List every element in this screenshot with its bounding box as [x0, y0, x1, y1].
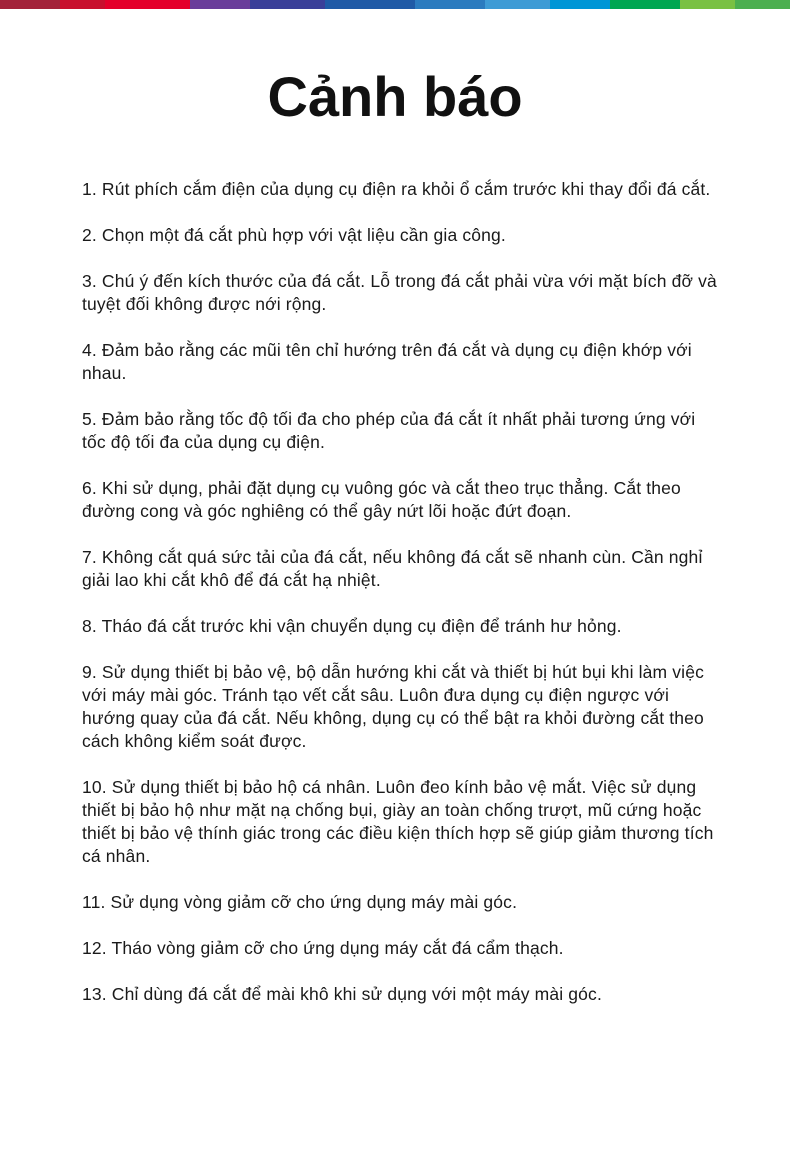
- warning-item: 3. Chú ý đến kích thước của đá cắt. Lỗ trong đá cắt phải vừa với mặt bích đỡ và tuyệt đối không được nới rộng.: [82, 271, 717, 314]
- color-bar-segment: [325, 0, 415, 9]
- warning-item: 10. Sử dụng thiết bị bảo hộ cá nhân. Luôn đeo kính bảo vệ mắt. Việc sử dụng thiết bị bảo hộ như mặt nạ chống bụi, giày an toàn chống trượt, mũ cứng hoặc thiết bị bảo vệ thính giác trong các điều kiện thích hợp sẽ giúp giảm thương tích cá nhân.: [82, 777, 714, 866]
- color-bar-segment: [60, 0, 105, 9]
- color-bar-segment: [550, 0, 610, 9]
- color-bar-segment: [415, 0, 485, 9]
- color-bar-segment: [485, 0, 550, 9]
- color-bar-segment: [0, 0, 60, 9]
- color-bar-segment: [105, 0, 190, 9]
- color-bar-segment: [735, 0, 790, 9]
- warning-item: 7. Không cắt quá sức tải của đá cắt, nếu không đá cắt sẽ nhanh cùn. Cần nghỉ giải lao khi cắt khô để đá cắt hạ nhiệt.: [82, 547, 703, 590]
- warning-list: [82, 178, 722, 1029]
- color-bar-segment: [610, 0, 680, 9]
- warning-item: 5. Đảm bảo rằng tốc độ tối đa cho phép của đá cắt ít nhất phải tương ứng với tốc độ tối đa của dụng cụ điện.: [82, 409, 696, 452]
- color-bar-segment: [680, 0, 735, 9]
- warning-item: 11. Sử dụng vòng giảm cỡ cho ứng dụng máy mài góc.: [82, 892, 518, 912]
- warning-item: 9. Sử dụng thiết bị bảo vệ, bộ dẫn hướng khi cắt và thiết bị hút bụi khi làm việc với máy mài góc. Tránh tạo vết cắt sâu. Luôn đưa dụng cụ điện ngược với hướng quay của đá cắt. Nếu không, dụng cụ có thể bật ra khỏi đường cắt theo cách không kiểm soát được.: [82, 662, 705, 751]
- warning-item: 8. Tháo đá cắt trước khi vận chuyển dụng cụ điện để tránh hư hỏng.: [82, 616, 622, 636]
- warning-item: 6. Khi sử dụng, phải đặt dụng cụ vuông góc và cắt theo trục thẳng. Cắt theo đường cong và góc nghiêng có thể gây nứt lõi hoặc đứt đoạn.: [82, 478, 681, 521]
- color-bar-segment: [190, 0, 250, 9]
- color-bar-segment: [250, 0, 325, 9]
- warning-item: 4. Đảm bảo rằng các mũi tên chỉ hướng trên đá cắt và dụng cụ điện khớp với nhau.: [82, 340, 692, 383]
- warning-item: 2. Chọn một đá cắt phù hợp với vật liệu cần gia công.: [82, 225, 506, 245]
- page-title: Cảnh báo: [267, 65, 523, 128]
- brand-color-bar: [0, 0, 790, 9]
- warning-item: 12. Tháo vòng giảm cỡ cho ứng dụng máy cắt đá cẩm thạch.: [82, 938, 564, 958]
- warning-item: 1. Rút phích cắm điện của dụng cụ điện ra khỏi ổ cắm trước khi thay đổi đá cắt.: [82, 179, 711, 199]
- warning-item: 13. Chỉ dùng đá cắt để mài khô khi sử dụng với một máy mài góc.: [82, 984, 602, 1004]
